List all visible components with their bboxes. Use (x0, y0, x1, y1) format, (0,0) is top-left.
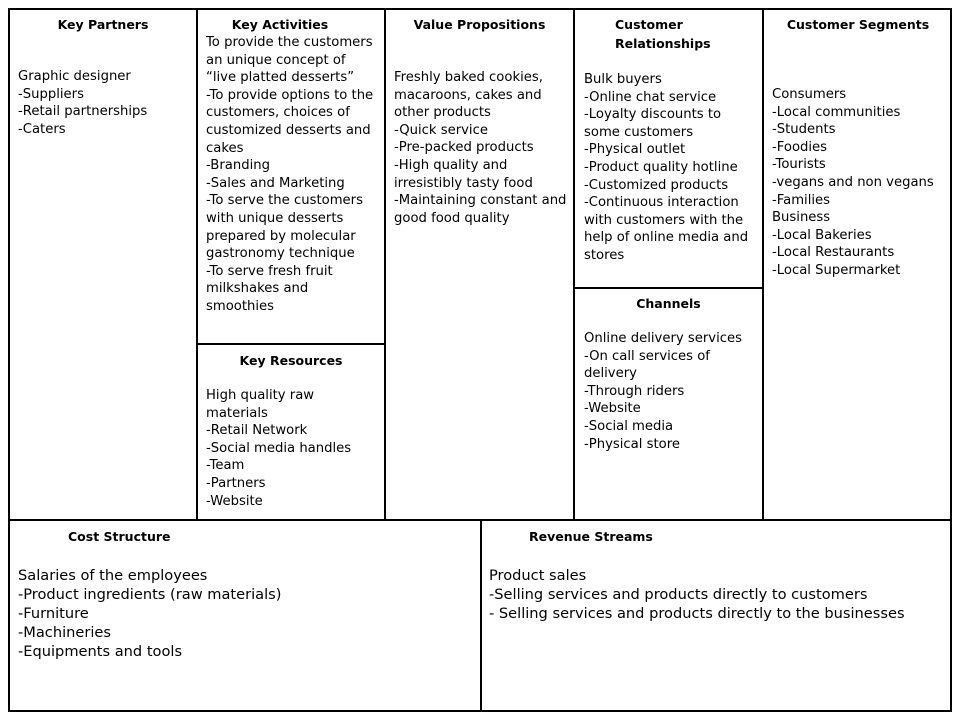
list-item: To provide the customers an unique concept of “live platted desserts” (206, 35, 373, 86)
list-item: -Social media (584, 418, 674, 434)
channels-list (584, 330, 760, 453)
value-propositions-title: Value Propositions (413, 17, 546, 32)
customer-segments-list (772, 86, 950, 280)
list-item: -Local Restaurants (772, 245, 895, 261)
list-item: Online delivery services (584, 331, 742, 346)
list-item: -High quality and irresistibly tasty food (394, 157, 533, 191)
list-item: -Product ingredients (raw materials) (18, 586, 282, 603)
customer-relationships-list (584, 71, 760, 265)
key-resources-box (196, 343, 386, 521)
revenue-streams-box (480, 519, 952, 712)
list-item: -Equipments and tools (18, 643, 183, 660)
list-item: -Families (772, 192, 831, 208)
list-item: -Retail Network (206, 423, 308, 439)
key-partners-list (18, 68, 194, 138)
list-item: -Maintaining constant and good food quality (394, 193, 567, 226)
key-partners-box (8, 8, 198, 521)
list-item: -Website (584, 401, 641, 417)
list-item: Product sales (489, 567, 587, 584)
list-item: -Website (206, 493, 263, 509)
value-propositions-list (394, 69, 571, 227)
list-item: Graphic designer (18, 69, 131, 84)
list-item: -Quick service (394, 122, 488, 138)
value-propositions-box (384, 8, 575, 521)
list-item: -Product quality hotline (584, 159, 738, 175)
list-item: -Branding (206, 158, 270, 174)
list-item: -Retail partnerships (18, 104, 148, 120)
list-item: -Tourists (772, 157, 826, 173)
list-item: -Customized products (584, 177, 729, 193)
channels-box (573, 287, 764, 521)
list-item: -Team (206, 458, 245, 474)
key-activities-box (196, 8, 386, 345)
list-item: Freshly baked cookies, macaroons, cakes and other products (394, 70, 543, 121)
list-item: Bulk buyers (584, 72, 662, 87)
list-item: - Selling services and products directly to the businesses (489, 605, 905, 622)
list-item: Consumers (772, 87, 847, 102)
list-item: -Local communities (772, 104, 901, 120)
revenue-streams-title: Revenue Streams (529, 529, 653, 544)
list-item: -Suppliers (18, 86, 84, 102)
key-activities-list (206, 34, 378, 316)
cost-structure-list (18, 566, 476, 661)
list-item: -To serve fresh fruit milkshakes and smoothies (206, 263, 333, 314)
list-item: -Local Supermarket (772, 262, 901, 278)
cost-structure-title: Cost Structure (68, 529, 171, 544)
list-item: -Sales and Marketing (206, 175, 345, 191)
customer-relationships-box (573, 8, 764, 289)
key-partners-title: Key Partners (57, 17, 149, 32)
list-item: -Students (772, 122, 836, 138)
business-model-canvas (8, 8, 952, 712)
list-item: Business (772, 210, 831, 226)
list-item: -Machineries (18, 624, 111, 641)
revenue-streams-list (489, 566, 947, 623)
list-item: -Partners (206, 475, 266, 491)
channels-title: Channels (636, 296, 701, 311)
list-item: -Selling services and products directly to customers (489, 586, 868, 603)
list-item: Salaries of the employees (18, 567, 208, 584)
list-item: -Online chat service (584, 89, 717, 105)
key-resources-list (206, 387, 378, 510)
list-item: -Caters (18, 121, 66, 137)
list-item: -vegans and non vegans (772, 174, 934, 190)
list-item: -To provide options to the customers, choices of customized desserts and cakes (206, 87, 374, 156)
list-item: -Foodies (772, 139, 828, 155)
cost-structure-box (8, 519, 482, 712)
customer-segments-title: Customer Segments (786, 17, 930, 32)
list-item: -Social media handles (206, 440, 352, 456)
key-resources-title: Key Resources (239, 353, 343, 368)
list-item: -Loyalty discounts to some customers (584, 107, 722, 140)
list-item: High quality raw materials (206, 388, 315, 421)
list-item: -Through riders (584, 383, 685, 399)
list-item: -On call services of delivery (584, 348, 710, 382)
list-item: -To serve the customers with unique desserts prepared by molecular gastronomy technique (206, 193, 363, 262)
list-item: -Furniture (18, 605, 89, 622)
list-item: -Local Bakeries (772, 227, 872, 243)
list-item: -Physical store (584, 436, 680, 452)
list-item: -Pre-packed products (394, 140, 534, 156)
list-item: -Continuous interaction with customers with the help of online media and stores (584, 195, 749, 263)
key-activities-title: Key Activities (231, 17, 329, 32)
list-item: -Physical outlet (584, 142, 686, 158)
customer-relationships-title: Customer Relationships (615, 17, 711, 51)
customer-segments-box (762, 8, 952, 521)
